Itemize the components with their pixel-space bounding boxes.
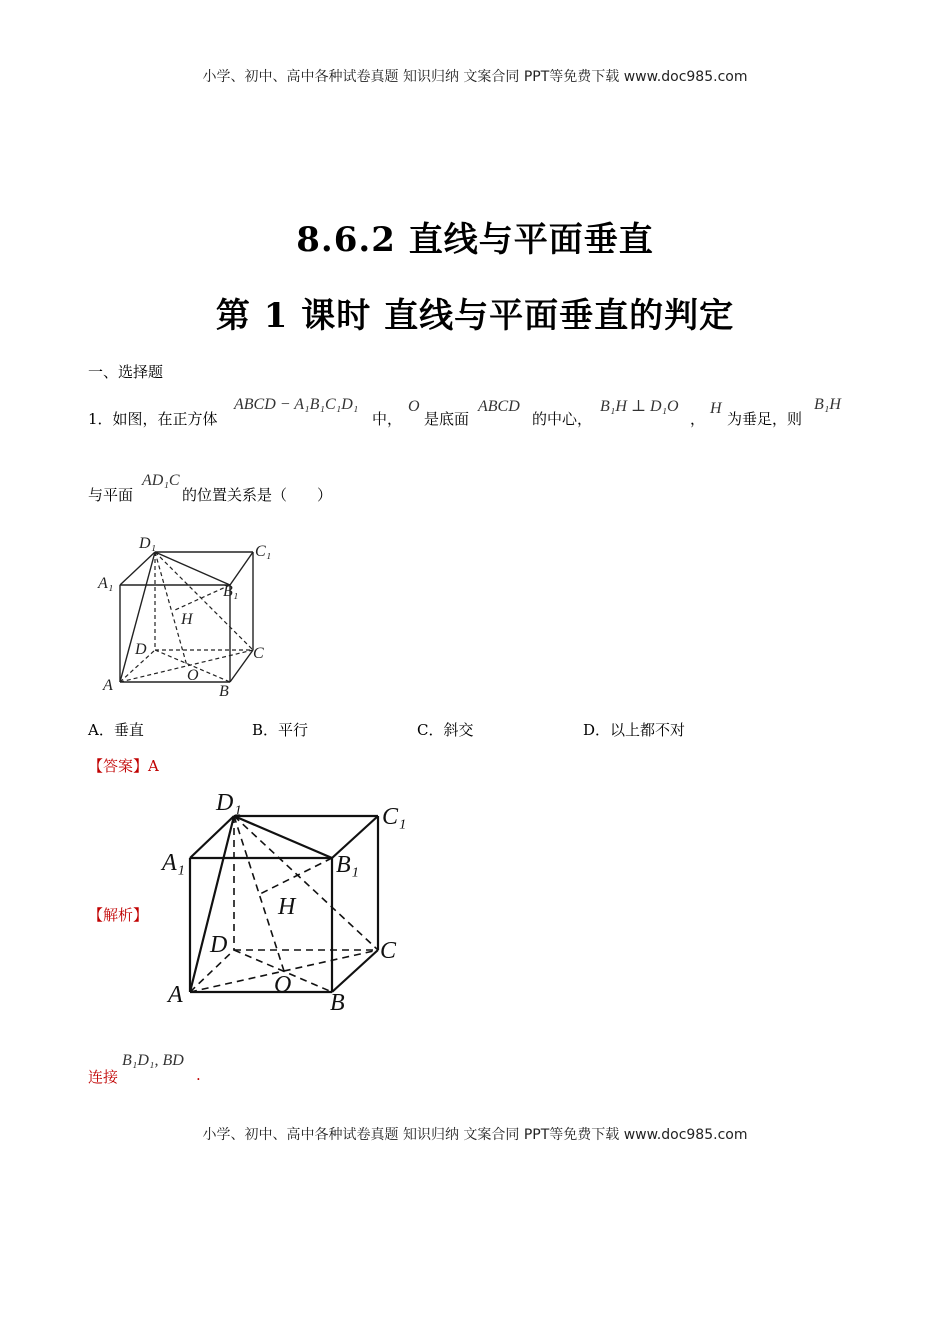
connect-text: 连接 xyxy=(88,1068,119,1086)
edge xyxy=(120,552,155,585)
hidden-edge xyxy=(155,552,253,650)
label-d: D xyxy=(210,932,228,958)
section-heading: 一、选择题 xyxy=(88,363,164,381)
label-b: B xyxy=(219,683,229,700)
edge xyxy=(230,650,253,682)
edge xyxy=(332,950,378,992)
label-o: O xyxy=(187,667,199,684)
hidden-edge xyxy=(155,552,187,666)
label-o: O xyxy=(274,972,292,998)
label-a1: A₁ xyxy=(98,575,114,592)
hidden-edge xyxy=(234,816,284,971)
label-h: H xyxy=(181,611,193,628)
cube-figure-large xyxy=(160,786,420,1016)
label-d1: D₁ xyxy=(139,535,157,552)
option-c[interactable]: C．斜交 xyxy=(417,721,474,739)
question-text: 是底面 xyxy=(424,410,470,428)
math-perp: B₁H ⊥ D₁O xyxy=(600,398,679,415)
label-c1: C₁ xyxy=(255,543,272,560)
hidden-edge xyxy=(260,858,332,894)
edge xyxy=(190,816,234,992)
question-text: 中， xyxy=(372,410,403,428)
cube-figure-small xyxy=(95,530,285,705)
answer-label: 【答案】A xyxy=(88,757,159,775)
connect-end: . xyxy=(196,1066,201,1084)
label-b1: B₁ xyxy=(223,583,239,600)
math-cube-expr: ABCD − A₁B₁C₁D₁ xyxy=(234,396,359,413)
label-b1: B₁ xyxy=(336,852,360,878)
question-text: 为垂足，则 xyxy=(727,410,803,428)
math-o: O xyxy=(408,398,420,415)
edge xyxy=(120,552,155,682)
title-line-1: 8.6.2 直线与平面垂直 xyxy=(296,220,654,260)
question-text: ， xyxy=(690,410,706,428)
label-d: D xyxy=(135,641,147,658)
edge xyxy=(155,552,230,585)
edge xyxy=(230,552,253,585)
option-a[interactable]: A．垂直 xyxy=(88,721,144,739)
math-plane: AD₁C xyxy=(142,472,180,489)
title-line-2: 第 1 课时 直线与平面垂直的判定 xyxy=(215,296,735,336)
analysis-label: 【解析】 xyxy=(88,906,149,924)
math-b1h: B₁H xyxy=(814,396,841,413)
hidden-edge xyxy=(175,585,230,610)
math-h: H xyxy=(710,400,722,417)
label-a: A xyxy=(168,982,183,1008)
label-a1: A₁ xyxy=(162,850,186,876)
label-a: A xyxy=(103,677,113,694)
question-text: 的位置关系是（ ） xyxy=(182,486,333,504)
label-c: C xyxy=(253,645,264,662)
option-b[interactable]: B．平行 xyxy=(252,721,309,739)
label-h: H xyxy=(278,894,296,920)
math-base: ABCD xyxy=(478,398,520,415)
label-d1: D₁ xyxy=(216,790,242,816)
label-b: B xyxy=(330,990,345,1016)
question-text: 与平面 xyxy=(88,486,134,504)
question-number: 1．如图，在正方体 xyxy=(88,410,218,428)
edge xyxy=(234,816,332,858)
option-d[interactable]: D．以上都不对 xyxy=(583,721,686,739)
question-text: 的中心， xyxy=(532,410,593,428)
edge xyxy=(190,816,234,858)
label-c: C xyxy=(380,938,397,964)
label-c1: C₁ xyxy=(382,804,407,830)
math-connect: B₁D₁, BD xyxy=(122,1052,184,1069)
page-header: 小学、初中、高中各种试卷真题 知识归纳 文案合同 PPT等免费下载 www.doc985.com xyxy=(202,69,748,85)
page-footer: 小学、初中、高中各种试卷真题 知识归纳 文案合同 PPT等免费下载 www.doc985.com xyxy=(202,1127,748,1143)
